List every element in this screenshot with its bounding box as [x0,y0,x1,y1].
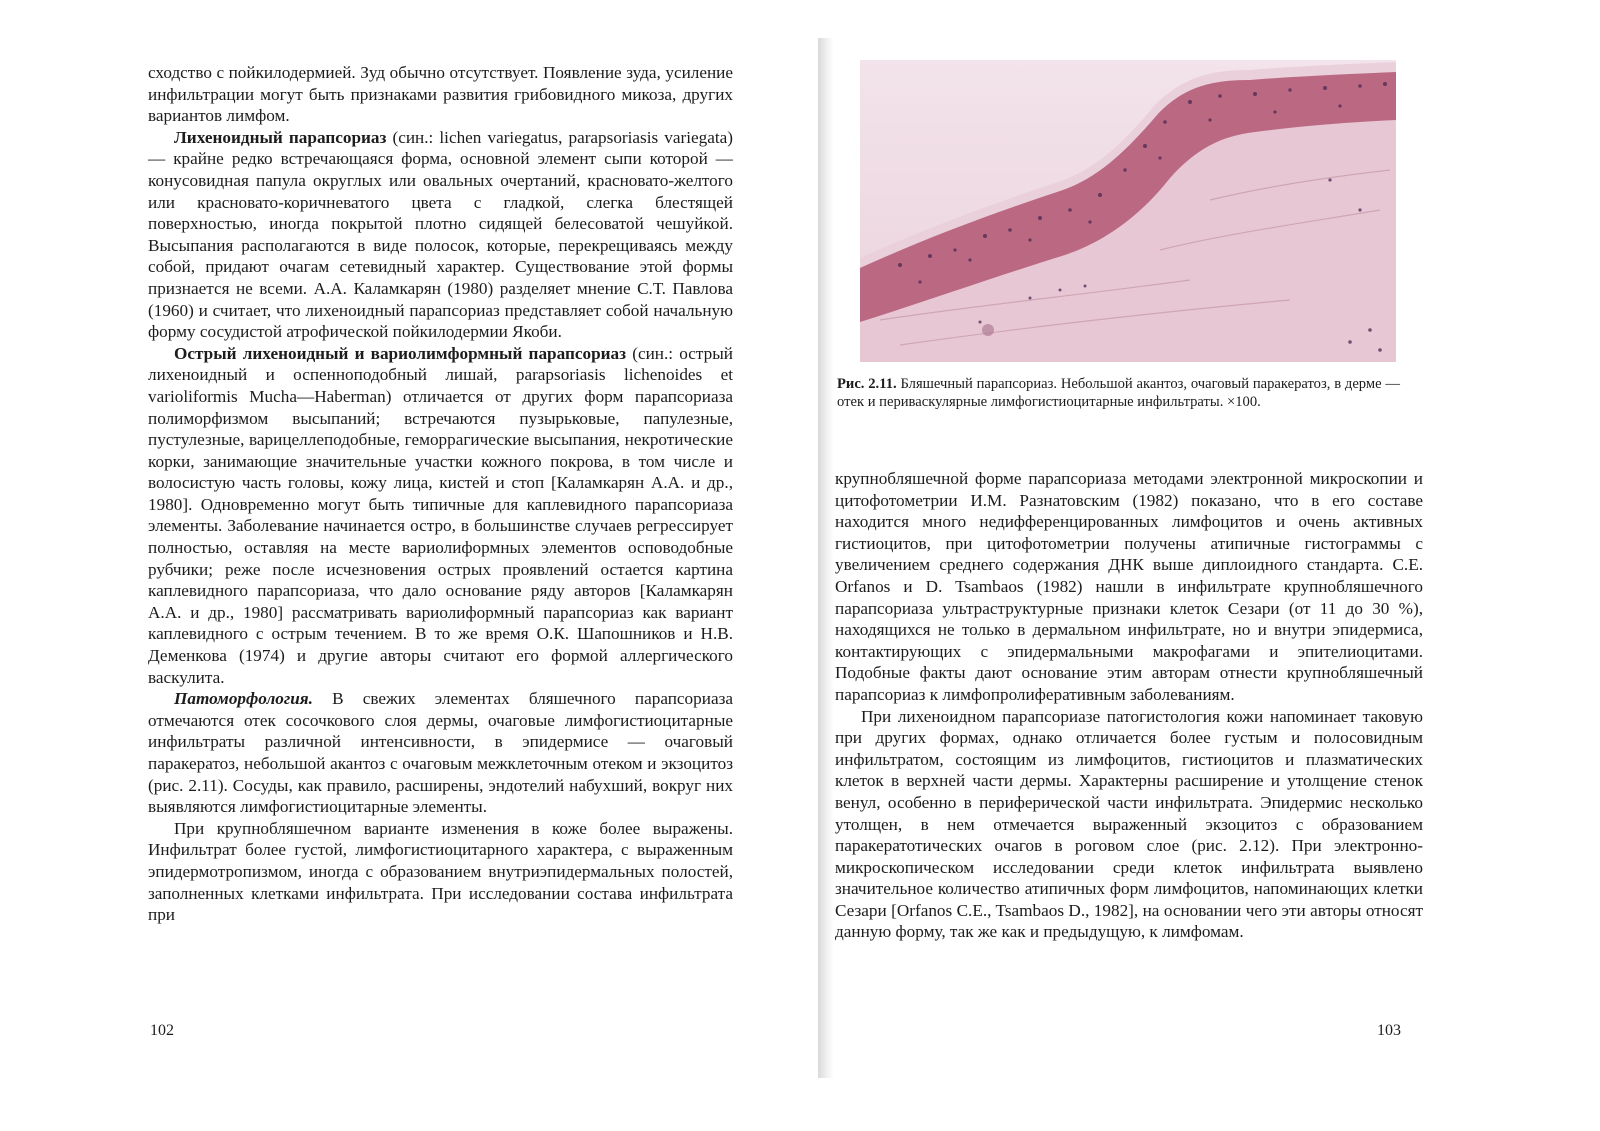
emphasis-text: Острый лихеноидный и вариолимформный парапсориаз [174,343,627,363]
body-text: (син.: lichen variegatus, parapsoriasis variegata) — крайне редко встречающаяся форма, основной элемент сыпи которой — конусовидная папула округлых или овальных очертаний, красновато-желтого или красновато-коричневатого цвета с гладкой, слегка блестящей поверхностью, иногда покрытой плотно сидящей белесоватой чешуйкой. Высыпания располагаются в виде полосок, которые, перекрещиваясь между собой, придают очагам сетевидный характер. Существование этой формы признается не всеми. А.А. Каламкарян (1980) разделяет мнение С.Т. Павлова (1960) и считает, что лихеноидный парапсориаз представляет собой начальную форму сосудистой атрофической пойкилодермии Якоби. [148,127,733,342]
emphasis-text: Лихеноидный парапсориаз [174,127,387,147]
left-text-column [148,62,733,926]
histology-figure [860,60,1396,362]
book-gutter [818,38,834,1078]
body-text: При лихеноидном парапсориазе патогистология кожи напоминает таковую при других формах, однако отличается более густым и полосовидным инфильтратом, состоящим из лимфоцитов, гистиоцитов и плазматических клеток в верхней части дермы. Характерны расширение и утолщение стенок венул, особенно в периферической части инфильтрата. Эпидермис несколько утолщен, в нем отмечается выраженный экзоцитоз с образованием паракератотических очагов в роговом слое (рис. 2.12). При электронно-микроскопическом исследовании среди клеток инфильтрата выявлено значительное количество атипичных форм лимфоцитов, напоминающих клетки Сезари [Orfanos C.E., Tsambaos D., 1982], на основании чего эти авторы относят данную форму, так же как и предыдущую, к лимфомам. [835,706,1423,942]
body-text: сходство с пойкилодермией. Зуд обычно отсутствует. Появление зуда, усиление инфильтрации могут быть признаками развития грибовидного микоза, других вариантов лимфом. [148,63,733,126]
paragraph [148,343,733,689]
paragraph [835,468,1423,706]
body-text: При крупнобляшечном варианте изменения в коже более выражены. Инфильтрат более густой, лимфогистиоцитарного характера, с выраженным эпидермотропизмом, иногда с образованием внутриэпидермальных полостей, заполненных клетками инфильтрата. При исследовании состава инфильтрата при [148,818,733,925]
paragraph [148,62,733,127]
caption-text: Бляшечный парапсориаз. Небольшой акантоз, очаговый паракератоз, в дерме — отек и периваскулярные лимфогистиоцитарные инфильтраты. ×100. [837,376,1400,410]
paragraph [148,818,733,926]
paragraph [148,127,733,343]
body-text: крупнобляшечной форме парапсориаза методами электронной микроскопии и цитофотометрии И.М. Разнатовским (1982) показано, что в его составе находится много недифференцированных лимфоцитов и очень активных гистиоцитов, при цитофотометрии получены атипичные гистограммы с увеличением среднего содержания ДНК выше диплоидного стандарта. С.Е. Orfanos и D. Tsambaos (1982) нашли в инфильтрате крупнобляшечного парапсориаза ультраструктурные признаки клеток Сезари (от 11 до 30 %), находящихся не только в дермальном инфильтрате, но и внутри эпидермиса, контактирующих с эпидермальными макрофагами и эпителиоцитами. Подобные факты дают основание этим авторам отнести крупнобляшечный парапсориаз к лимфопролиферативным заболеваниям. [835,469,1423,704]
histology-image [860,60,1396,362]
vessel-spot [982,324,994,336]
figure-label: Рис. 2.11. [837,376,897,392]
page-number-right: 103 [1377,1022,1401,1039]
figure-caption [837,376,1400,411]
body-text: В свежих элементах бляшечного парапсориаза отмечаются отек сосочкового слоя дермы, очаговые лимфогистиоцитарные инфильтраты различной интенсивности, в эпидермисе — очаговый паракератоз, небольшой акантоз с очаговым межклеточным отеком и экзоцитоз (рис. 2.11). Сосуды, как правило, расширены, эндотелий набухший, вокруг них выявляются лимфогистиоцитарные элементы. [148,689,733,817]
emphasis-text: Патоморфология. [174,689,313,709]
body-text: (син.: острый лихеноидный и оспенноподобный лишай, parapsoriasis lichenoides et varioliformis Mucha—Haberman) отличается от других форм парапсориаза полиморфизмом высыпаний; встречаются пузырьковые, папулезные, пустулезные, варицеллеподобные, геморрагические высыпания, некротические корки, занимающие значительные участки кожного покрова, в том числе и волосистую часть головы, кожу лица, кистей и стоп [Каламкарян А.А. и др., 1980]. Одновременно могут быть типичные для каплевидного парапсориаза элементы. Заболевание начинается остро, в большинстве случаев регрессирует полностью, оставляя на месте вариолиформных элементов осповодобные рубчики; реже после исчезновения острых проявлений остается картина каплевидного парапсориаза, что дало основание ряду авторов [Каламкарян А.А. и др., 1980] рассматривать вариолиформный парапсориаз как вариант каплевидного с острым течением. В то же время О.К. Шапошников и Н.В. Деменкова (1974) и другие авторы считают его формой аллергического васкулита. [148,343,733,687]
right-text-column [835,468,1423,943]
paragraph [835,706,1423,944]
page-number-left: 102 [150,1022,174,1039]
paragraph [148,688,733,818]
